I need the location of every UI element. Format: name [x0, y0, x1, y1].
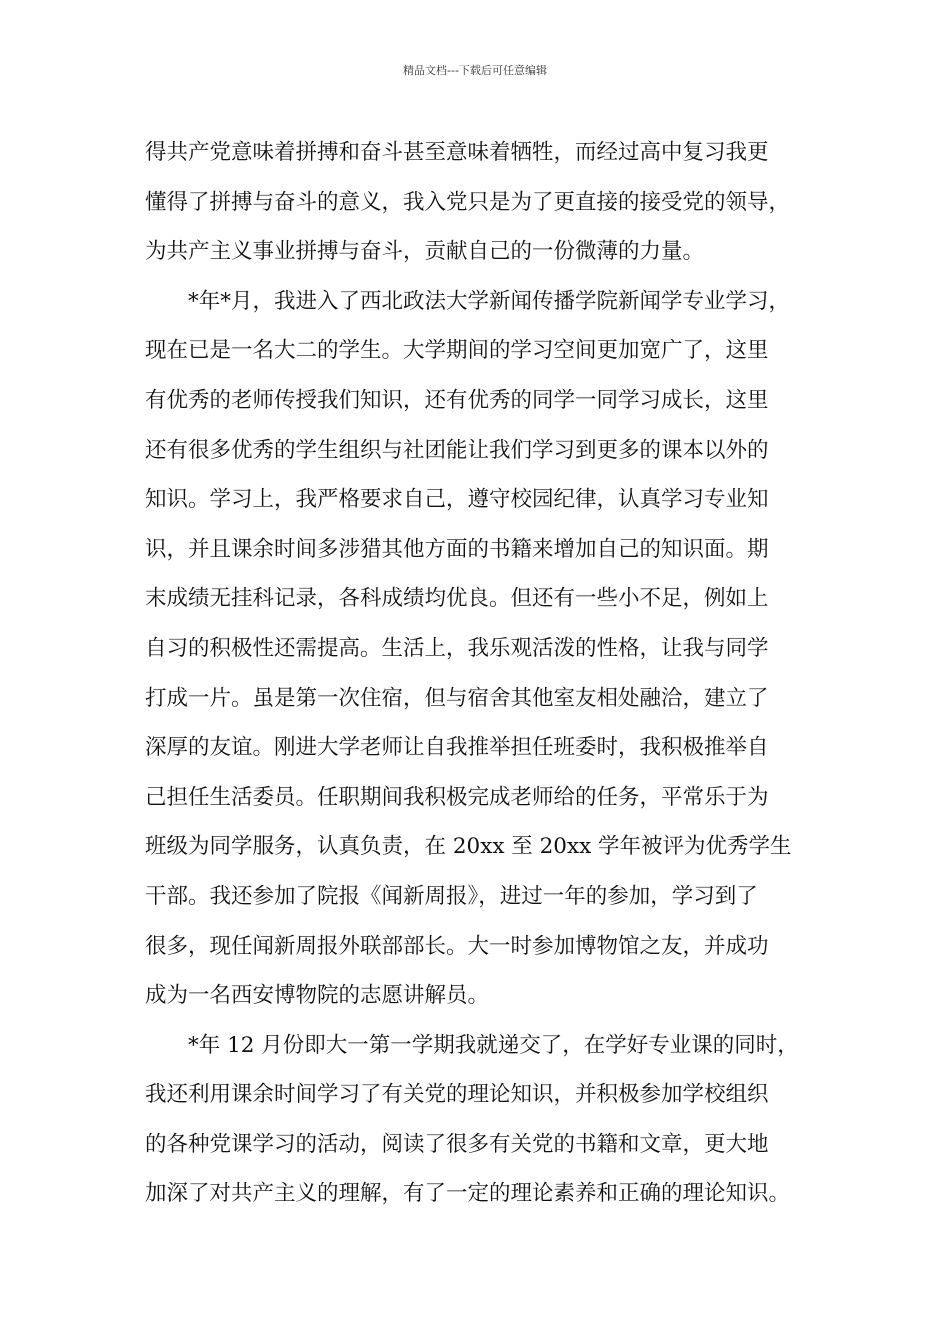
text-line: 为共产主义事业拼搏与奋斗，贡献自己的一份微薄的力量。: [145, 239, 705, 265]
text-line: 加深了对共产主义的理解，有了一定的理论素养和正确的理论知识。: [145, 1181, 791, 1207]
text-line: 末成绩无挂科记录，各科成绩均优良。但还有一些小不足，例如上: [145, 586, 769, 612]
text-line: 己担任生活委员。任职期间我积极完成老师给的任务，平常乐于为: [145, 784, 769, 810]
text-line: 的各种党课学习的活动，阅读了很多有关党的书籍和文章，更大地: [145, 1131, 769, 1157]
paragraph-first-line: *年 12 月份即大一第一学期我就递交了，在学好专业课的同时，: [188, 1032, 799, 1058]
text-line: 干部。我还参加了院报《闻新周报》，进过一年的参加，学习到了: [145, 883, 758, 909]
text-line: 深厚的友谊。刚进大学老师让自我推举担任班委时，我积极推举自: [145, 735, 769, 761]
text-line: 懂得了拼搏与奋斗的意义，我入党只是为了更直接的接受党的领导，: [145, 189, 791, 215]
text-line: 现在已是一名大二的学生。大学期间的学习空间更加宽广了，这里: [145, 338, 769, 364]
text-line: 成为一名西安博物院的志愿讲解员。: [145, 983, 490, 1009]
text-line: 我还利用课余时间学习了有关党的理论知识，并积极参加学校组织: [145, 1082, 769, 1108]
text-line: 还有很多优秀的学生组织与社团能让我们学习到更多的课本以外的: [145, 437, 769, 463]
text-line: 知识。学习上，我严格要求自己，遵守校园纪律，认真学习专业知: [145, 487, 769, 513]
text-line: 自习的积极性还需提高。生活上，我乐观活泼的性格，让我与同学: [145, 635, 769, 661]
text-line: 很多，现任闻新周报外联部部长。大一时参加博物馆之友，并成功: [145, 933, 769, 959]
paragraph-first-line: *年*月，我进入了西北政法大学新闻传播学院新闻学专业学习，: [188, 288, 791, 314]
text-line: 有优秀的老师传授我们知识，还有优秀的同学一同学习成长，这里: [145, 387, 769, 413]
text-line: 打成一片。虽是第一次住宿，但与宿舍其他室友相处融洽，建立了: [145, 685, 769, 711]
text-line: 班级为同学服务，认真负责，在 20xx 至 20xx 学年被评为优秀学生: [145, 834, 792, 860]
page-header: 精品文档---下载后可任意编辑: [403, 64, 547, 77]
text-line: 识，并且课余时间多涉猎其他方面的书籍来增加自己的知识面。期: [145, 536, 769, 562]
document-body: [145, 128, 820, 1219]
text-line: 得共产党意味着拼搏和奋斗甚至意味着牺牲，而经过高中复习我更: [145, 140, 769, 165]
